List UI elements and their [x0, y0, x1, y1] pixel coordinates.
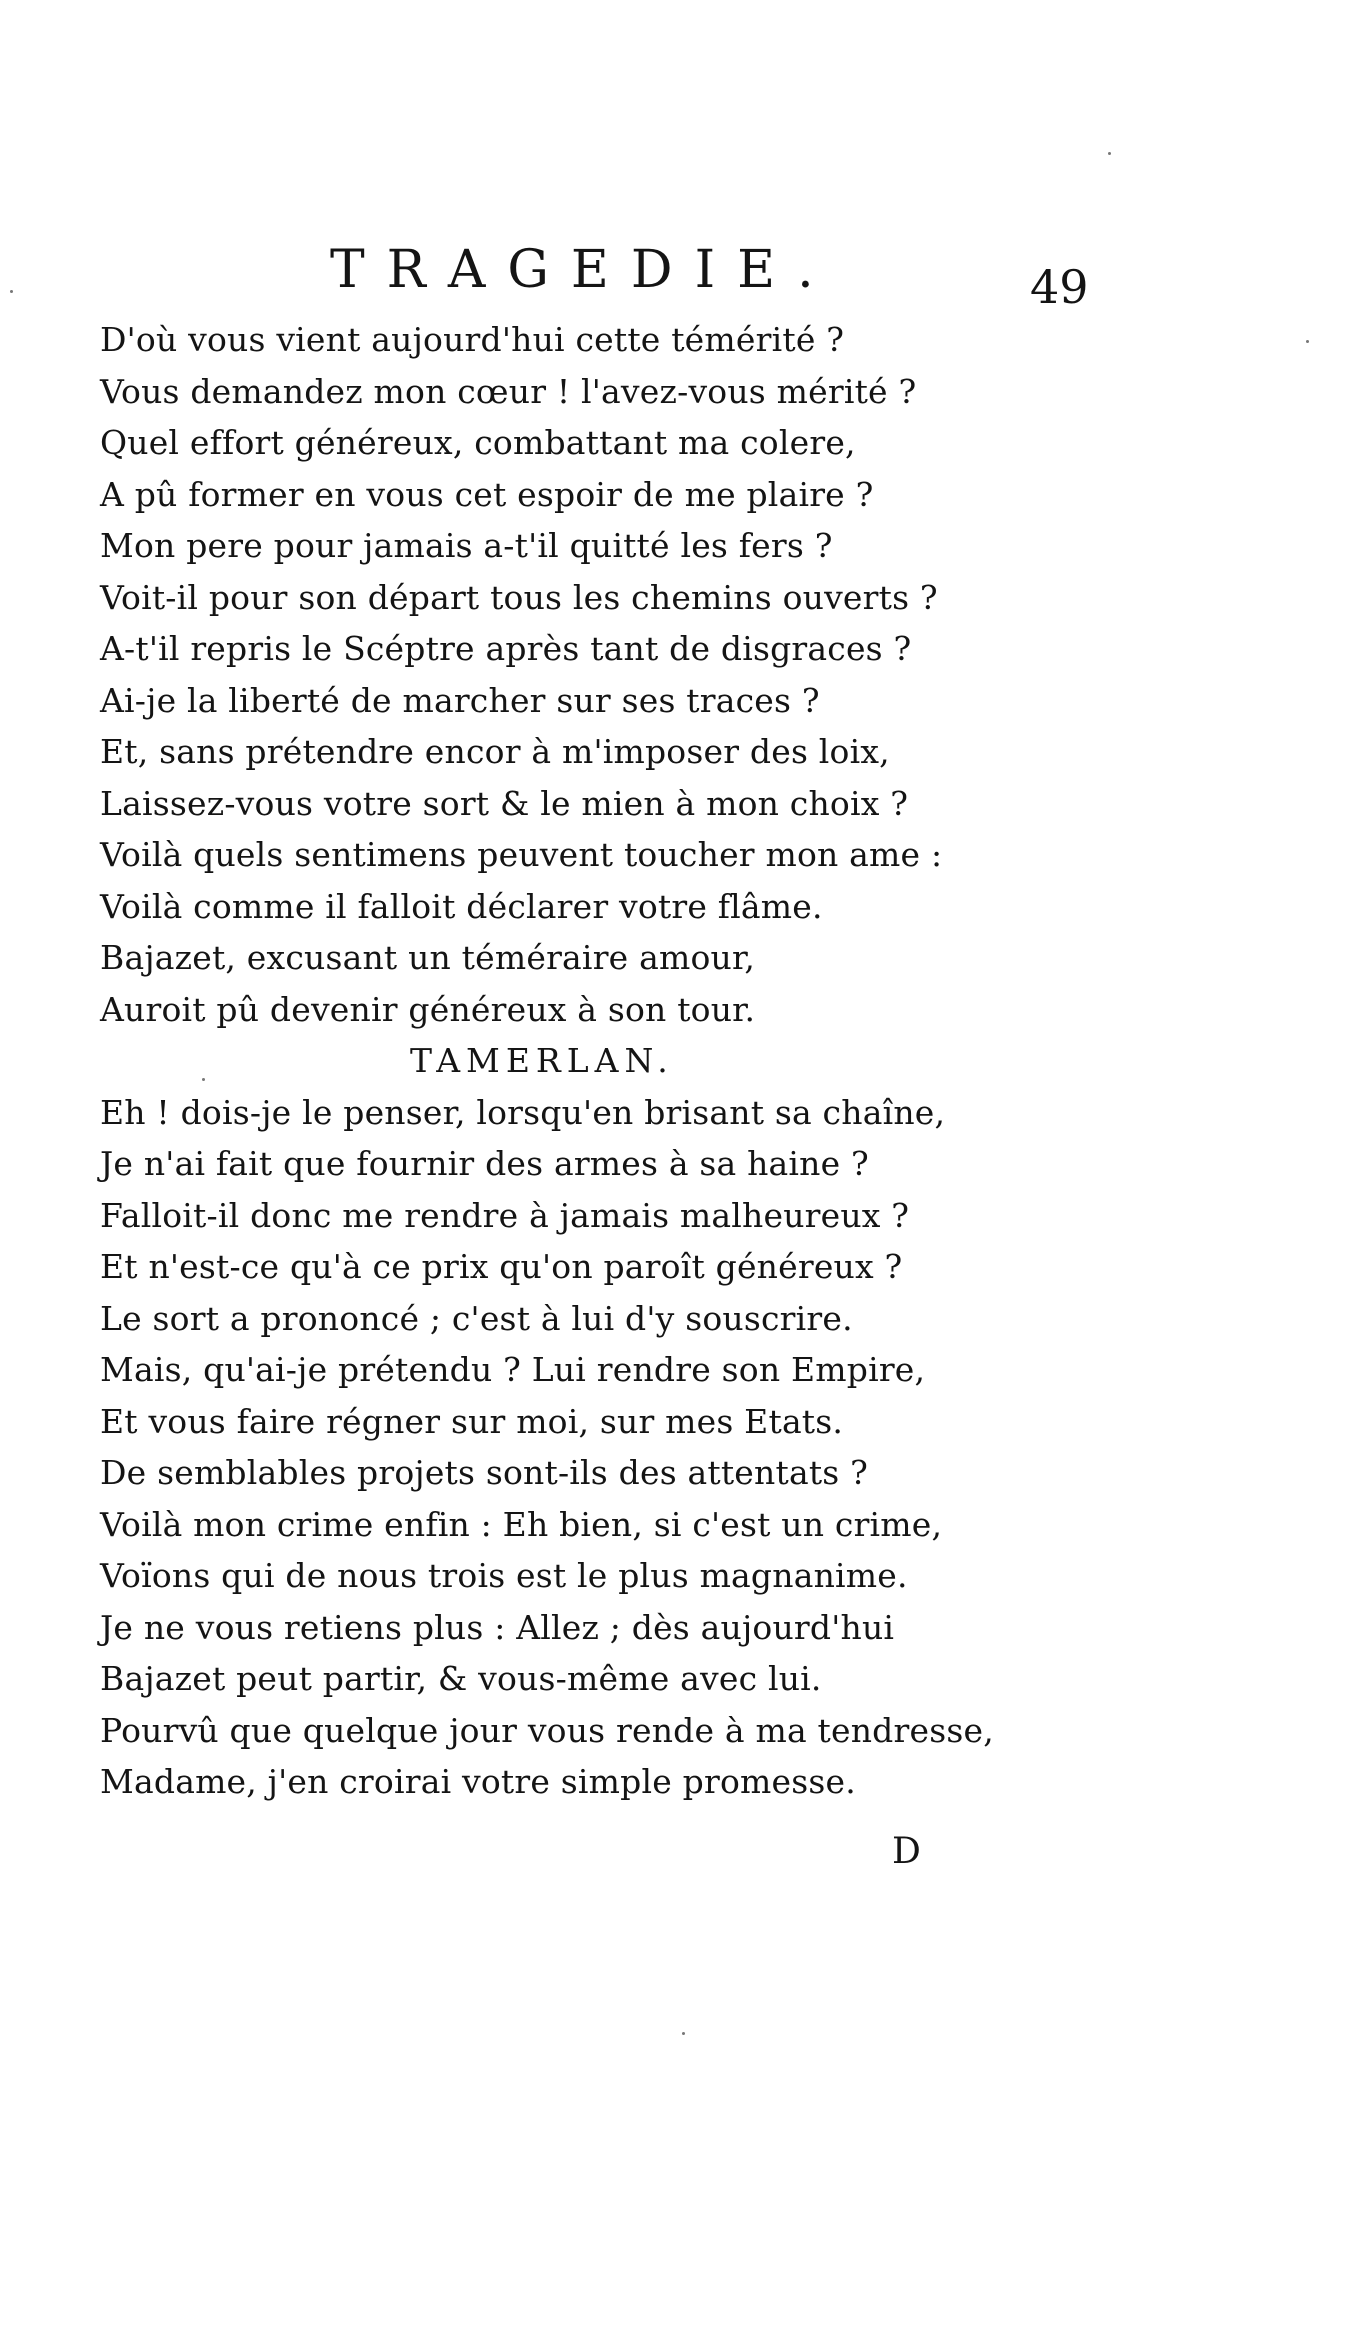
- verse-line: Bajazet peut partir, & vous-même avec lui.: [100, 1659, 822, 1698]
- catchword: D: [892, 1831, 921, 1872]
- verse-line: Vous demandez mon cœur ! l'avez-vous mérité ?: [100, 371, 917, 411]
- verse-line: Bajazet, excusant un téméraire amour,: [100, 938, 756, 977]
- verse-line: Voïons qui de nous trois est le plus magnanime.: [100, 1556, 908, 1595]
- paper-speck: [1108, 152, 1111, 155]
- verse-line: Voit-il pour son départ tous les chemins ouverts ?: [100, 577, 938, 617]
- verse-line: Ai-je la liberté de marcher sur ses traces ?: [100, 680, 820, 720]
- verse-line: A-t'il repris le Scéptre après tant de disgraces ?: [100, 629, 912, 668]
- verse-line: Je ne vous retiens plus : Allez ; dès aujourd'hui: [100, 1607, 895, 1647]
- verse-line: Et vous faire régner sur moi, sur mes Etats.: [100, 1401, 844, 1441]
- paper-speck: [10, 290, 13, 293]
- verse-line: Voilà quels sentimens peuvent toucher mon ame :: [100, 835, 943, 874]
- speaker-name: TAMERLAN.: [410, 1041, 674, 1080]
- verse-line: Mais, qu'ai-je prétendu ? Lui rendre son Empire,: [100, 1350, 926, 1389]
- verse-line: Laissez-vous votre sort & le mien à mon choix ?: [100, 783, 909, 823]
- paper-speck: [682, 2032, 685, 2035]
- paper-speck: [1306, 340, 1309, 343]
- verse-line: Madame, j'en croirai votre simple promesse.: [100, 1762, 856, 1801]
- verse-line: Quel effort généreux, combattant ma colere,: [100, 423, 856, 462]
- verse-line: Et n'est-ce qu'à ce prix qu'on paroît généreux ?: [100, 1247, 903, 1286]
- verse-line: Falloit-il donc me rendre à jamais malheureux ?: [100, 1195, 910, 1235]
- verse-line: Auroit pû devenir généreux à son tour.: [100, 989, 756, 1029]
- verse-line: A pû former en vous cet espoir de me plaire ?: [100, 474, 874, 514]
- verse-line: Pourvû que quelque jour vous rende à ma tendresse,: [100, 1710, 994, 1750]
- verse-line: Le sort a prononcé ; c'est à lui d'y souscrire.: [100, 1298, 853, 1338]
- verse-line: Je n'ai fait que fournir des armes à sa haine ?: [100, 1144, 869, 1183]
- verse-line: Eh ! dois-je le penser, lorsqu'en brisant sa chaîne,: [100, 1092, 946, 1132]
- verse-text: [100, 314, 1260, 1808]
- page-number: 49: [1030, 260, 1089, 314]
- verse-line: Mon pere pour jamais a-t'il quitté les fers ?: [100, 526, 833, 565]
- verse-line: Voilà comme il falloit déclarer votre flâme.: [100, 886, 823, 926]
- paper-speck: [202, 1078, 205, 1081]
- running-title: TRAGEDIE.: [330, 240, 836, 300]
- verse-line: D'où vous vient aujourd'hui cette témérité ?: [100, 320, 845, 359]
- verse-line: Et, sans prétendre encor à m'imposer des loix,: [100, 732, 890, 771]
- verse-line: De semblables projets sont-ils des attentats ?: [100, 1453, 869, 1492]
- verse-line: Voilà mon crime enfin : Eh bien, si c'est un crime,: [100, 1504, 943, 1544]
